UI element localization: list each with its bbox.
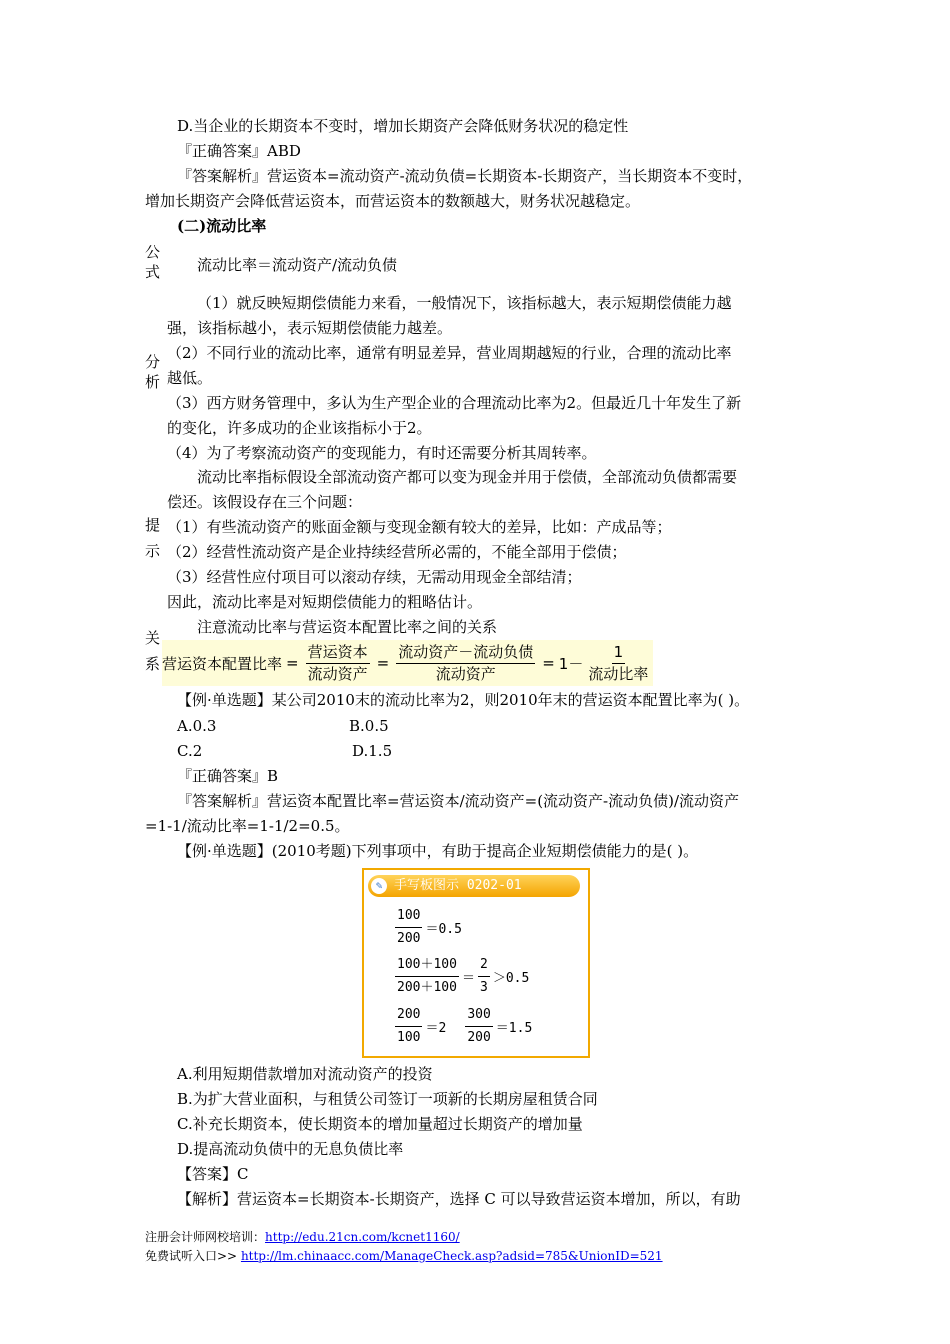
hint-line: 偿还。该假设存在三个问题： (167, 493, 363, 511)
hint-line: （3）经营性应付项目可以滚动存续，无需动用现金全部结清； (167, 568, 582, 586)
analysis-line: 越低。 (167, 369, 213, 387)
equals-sign: = (542, 654, 555, 672)
option-d: D.1.5 (352, 742, 393, 760)
equals-sign: = (376, 654, 390, 672)
edit-pen-icon: ✎ (371, 878, 387, 894)
answer: 【答案】C (177, 1165, 249, 1183)
option-c: C.补充长期资本，使长期资本的增加量超过长期资产的增加量 (177, 1115, 583, 1133)
handwriting-board (362, 868, 590, 1058)
handwriting-row-1: $\frac{100}{200}$ ＝0.5 (397, 908, 462, 946)
answer-analysis-line-2: =1-1/流动比率=1-1/2=0.5。 (145, 817, 350, 835)
analysis-line: 的变化，许多成功的企业该指标小于2。 (167, 419, 432, 437)
handwriting-row-3: $\frac{200}{100}$ ＝2 $\frac{300}{200}$ ＝1.5 (397, 1007, 533, 1045)
option-a: A.0.3 (177, 717, 217, 735)
correct-answer: 『正确答案』ABD (177, 142, 301, 160)
hint-label: 提 示 (145, 516, 161, 560)
footer-trial-line: 免费试听入口>> http://lm.chinaacc.com/ManageCheck.asp?adsid=785&UnionID=521 (145, 1249, 663, 1263)
option-c: C.2 (177, 742, 203, 760)
answer-analysis-line-1: 『答案解析』营运资本=流动资产-流动负债=长期资本-长期资产，当长期资本不变时， (177, 167, 753, 185)
handwriting-title: 手写板图示 0202-01 (394, 878, 522, 893)
analysis-line: 强，该指标越小，表示短期偿债能力越差。 (167, 319, 453, 337)
equals-sign: = (286, 654, 299, 672)
training-link[interactable]: http://edu.21cn.com/kcnet1160/ (265, 1230, 460, 1244)
relation-label: 关 系 (145, 629, 161, 673)
option-d: D.当企业的长期资本不变时，增加长期资产会降低财务状况的稳定性 (177, 117, 629, 135)
answer-analysis-line-1: 『答案解析』营运资本配置比率=营运资本/流动资产=(流动资产-流动负债)/流动资产 (177, 792, 740, 810)
hint-line: 因此，流动比率是对短期偿债能力的粗略估计。 (167, 593, 483, 611)
answer-analysis-line-2: 增加长期资产会降低营运资本，而营运资本的数额越大，财务状况越稳定。 (145, 192, 641, 210)
analysis-label: 分 析 (145, 353, 161, 391)
analysis-line: （2）不同行业的流动比率，通常有明显差异，营业周期越短的行业，合理的流动比率 (167, 344, 732, 362)
formula-lhs: 营运资本配置比率 (162, 654, 283, 673)
one-minus: 1－ (558, 654, 584, 673)
formula-label: 公 式 (145, 243, 161, 281)
hint-line: （1）有些流动资产的账面金额与变现金额有较大的差异，比如：产成品等； (167, 518, 672, 536)
option-a: A.利用短期借款增加对流动资产的投资 (177, 1065, 433, 1083)
fraction-current-assets-minus-liabilities: $\frac{\text{流动资产－流动负债}}{\text{流动资产}}$ (398, 642, 534, 683)
option-b: B.为扩大营业面积，与租赁公司签订一项新的长期房屋租赁合同 (177, 1090, 598, 1108)
fraction-reciprocal-current-ratio: $\frac{1}{\text{流动比率}}$ (588, 642, 649, 683)
analysis: 【解析】营运资本=长期资本-长期资产，选择 C 可以导致营运资本增加，所以，有助 (177, 1190, 741, 1208)
formula-text: 流动比率＝流动资产/流动负债 (197, 256, 398, 274)
trial-link[interactable]: http://lm.chinaacc.com/ManageCheck.asp?adsid=785&UnionID=521 (240, 1249, 663, 1263)
question-stem: 【例·单选题】某公司2010末的流动比率为2，则2010年末的营运资本配置比率为( )。 (177, 691, 750, 709)
relation-note: 注意流动比率与营运资本配置比率之间的关系 (197, 618, 498, 636)
analysis-line: （3）西方财务管理中，多认为生产型企业的合理流动比率为2。但最近几十年发生了新 (167, 394, 742, 412)
analysis-line: （4）为了考察流动资产的变现能力，有时还需要分析其周转率。 (167, 444, 597, 462)
handwriting-title-bar (368, 875, 580, 897)
section-title: (二)流动比率 (177, 217, 267, 235)
relation-formula (162, 640, 653, 686)
analysis-line: （1）就反映短期偿债能力来看，一般情况下，该指标越大，表示短期偿债能力越 (197, 294, 732, 312)
option-b: B.0.5 (349, 717, 389, 735)
footer-training-line: 注册会计师网校培训：http://edu.21cn.com/kcnet1160/ (145, 1230, 460, 1244)
handwriting-row-2: $\frac{100+100}{200+100}$ ＝ $\frac{2}{3}$ ＞0.5 (397, 957, 530, 995)
option-d: D.提高流动负债中的无息负债比率 (177, 1140, 404, 1158)
correct-answer: 『正确答案』B (177, 767, 279, 785)
hint-line: 流动比率指标假设全部流动资产都可以变为现金并用于偿债，全部流动负债都需要 (197, 468, 738, 486)
fraction-working-capital: $\frac{\text{营运资本}}{\text{流动资产}}$ (307, 642, 368, 683)
hint-line: （2）经营性流动资产是企业持续经营所必需的，不能全部用于偿债； (167, 543, 627, 561)
question-stem: 【例·单选题】(2010考题)下列事项中，有助于提高企业短期偿债能力的是( )。 (177, 842, 699, 860)
